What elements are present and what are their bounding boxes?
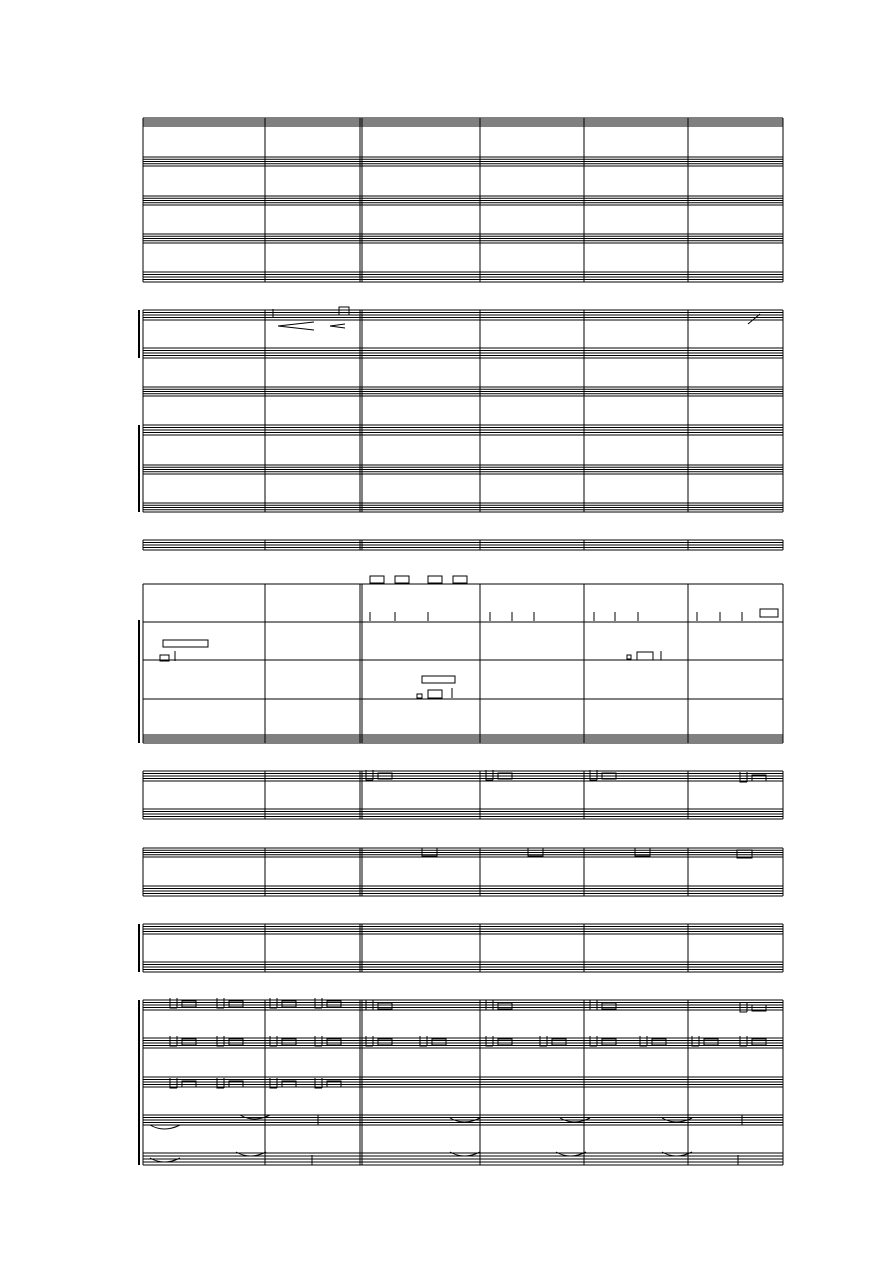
decrescendo-hairpin [330, 324, 345, 328]
note-beam [704, 1039, 718, 1045]
note-beam [453, 576, 467, 583]
note-beam [552, 1039, 566, 1045]
note-beam [229, 1039, 243, 1045]
note-beam [339, 307, 349, 315]
note-beam [422, 676, 455, 683]
note-beam [395, 576, 409, 583]
note-beam [602, 1003, 616, 1009]
note-marks [150, 307, 778, 1165]
note-beam [282, 1039, 296, 1045]
note-beam [652, 1039, 666, 1045]
slur [150, 1125, 180, 1129]
note-beam [428, 690, 442, 698]
note-beam [498, 1003, 512, 1009]
note-beam [760, 609, 778, 617]
staff-lines [143, 118, 783, 1165]
note-beam [498, 1039, 512, 1045]
note-beam [432, 1039, 446, 1045]
note-beam [370, 576, 384, 583]
note-beam [378, 1003, 392, 1009]
note-beam [428, 576, 442, 583]
note-beam [282, 1001, 296, 1007]
note-beam [327, 1001, 341, 1007]
note-beam [327, 1039, 341, 1045]
note-beam [417, 694, 422, 698]
note-beam [752, 1039, 766, 1045]
note-beam [378, 1039, 392, 1045]
note-beam [229, 1001, 243, 1007]
note-beam [182, 1039, 196, 1045]
crescendo-hairpin [278, 322, 314, 330]
note-beam [163, 640, 208, 647]
note-beam [637, 652, 653, 660]
note-beam [602, 1039, 616, 1045]
note-beam [182, 1001, 196, 1007]
note-beam [627, 655, 631, 659]
